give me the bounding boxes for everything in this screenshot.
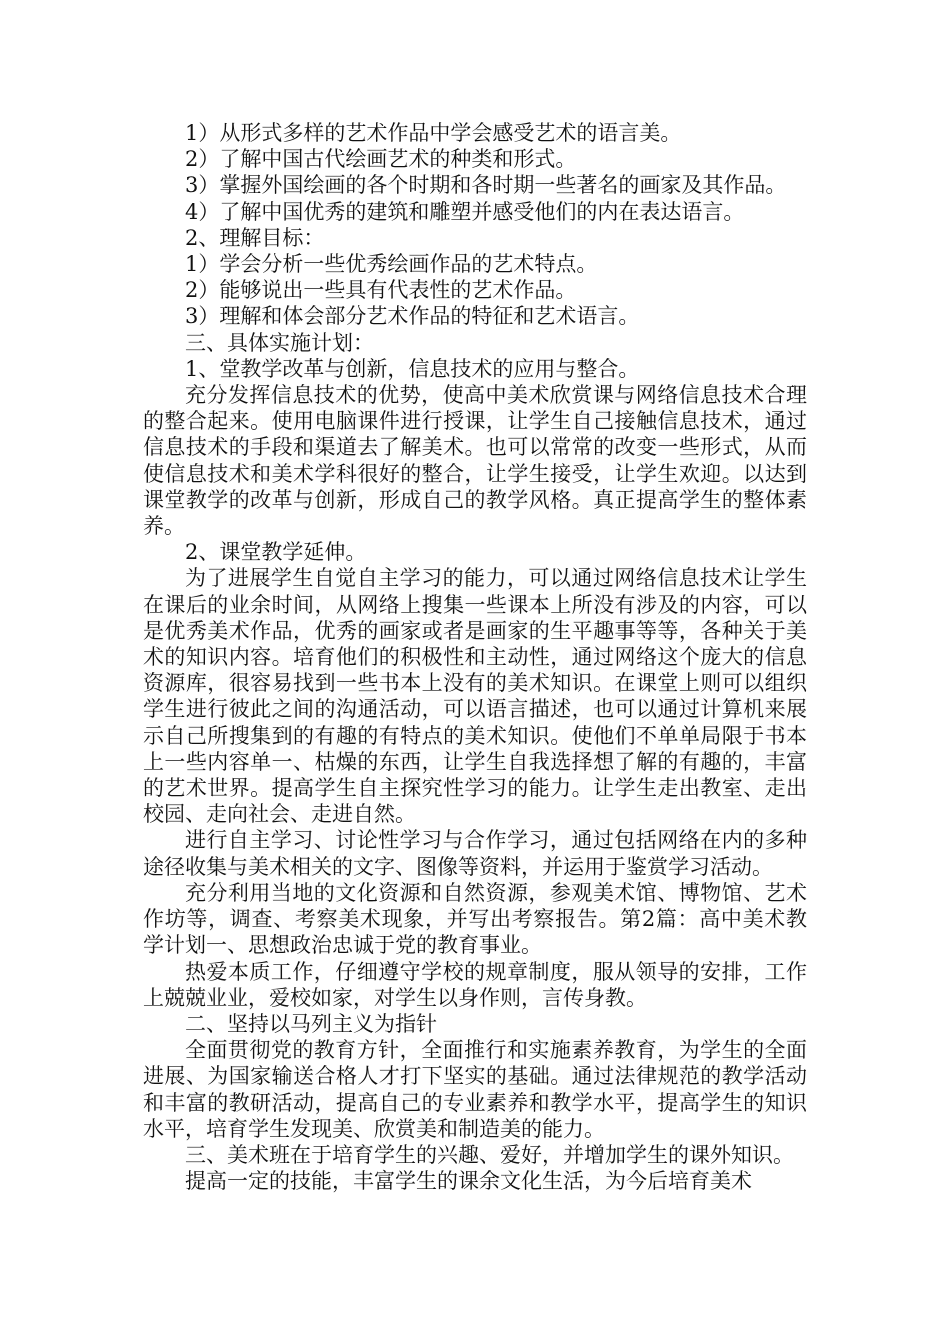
- section-heading: 三、具体实施计划：: [185, 330, 374, 355]
- section-heading: 2、课堂教学延伸。: [185, 540, 367, 565]
- paragraph: 进行自主学习、讨论性学习与合作学习，通过包括网络在内的多种途径收集与美术相关的文字、图像等资料，并运用于鉴赏学习活动。: [143, 828, 807, 879]
- paragraph: 为了进展学生自觉自主学习的能力，可以通过网络信息技术让学生在课后的业余时间，从网络上搜集一些课本上所没有涉及的内容，可以是优秀美术作品，优秀的画家或者是画家的生平趣事等等，各种关于美术的知识内容。培育他们的积极性和主动性，通过网络这个庞大的信息资源库，很容易找到一些书本上没有的美术知识。在课堂上则可以组织学生进行彼此之间的沟通活动，可以语言描述，也可以通过计算机来展示自己所搜集到的有趣的有特点的美术知识。使他们不单单局限于书本上一些内容单一、枯燥的东西，让学生自我选择想了解的有趣的，丰富的艺术世界。提高学生自主探究性学习的能力。让学生走出教室、走出校园、走向社会、走进自然。: [143, 566, 807, 827]
- paragraph: 1）从形式多样的艺术作品中学会感受艺术的语言美。: [185, 121, 682, 145]
- section-heading: 三、美术班在于培育学生的兴趣、爱好，并增加学生的课外知识。: [185, 1142, 794, 1167]
- paragraph: 热爱本质工作，仔细遵守学校的规章制度，服从领导的安排，工作上兢兢业业，爱校如家，对学生以身作则，言传身教。: [143, 959, 807, 1010]
- paragraph: 全面贯彻党的教育方针，全面推行和实施素养教育，为学生的全面进展、为国家输送合格人才打下坚实的基础。通过法律规范的教学活动和丰富的教研活动，提高自己的专业素养和教学水平，提高学生的知识水平，培育学生发现美、欣赏美和制造美的能力。: [143, 1038, 807, 1141]
- document-body: [143, 120, 807, 1194]
- section-heading: 二、坚持以马列主义为指针: [185, 1011, 437, 1036]
- paragraph: 1）学会分析一些优秀绘画作品的艺术特点。: [185, 252, 598, 277]
- paragraph: 2）能够说出一些具有代表性的艺术作品。: [185, 278, 577, 303]
- paragraph: 提高一定的技能，丰富学生的课余文化生活，为今后培育美术: [185, 1169, 752, 1194]
- paragraph: 3）理解和体会部分艺术作品的特征和艺术语言。: [185, 304, 640, 329]
- paragraph: 3）掌握外国绘画的各个时期和各时期一些著名的画家及其作品。: [185, 173, 787, 198]
- section-heading: 2、理解目标：: [185, 225, 325, 250]
- paragraph: 4）了解中国优秀的建筑和雕塑并感受他们的内在表达语言。: [185, 199, 745, 224]
- paragraph: 充分发挥信息技术的优势，使高中美术欣赏课与网络信息技术合理的整合起来。使用电脑课件进行授课，让学生自己接触信息技术，通过信息技术的手段和渠道去了解美术。也可以常常的改变一些形式，从而使信息技术和美术学科很好的整合，让学生接受，让学生欢迎。以达到课堂教学的改革与创新，形成自己的教学风格。真正提高学生的整体素养。: [143, 383, 807, 539]
- paragraph: 2）了解中国古代绘画艺术的种类和形式。: [185, 147, 577, 172]
- paragraph: 充分利用当地的文化资源和自然资源，参观美术馆、博物馆、艺术作坊等，调查、考察美术现象，并写出考察报告。第2篇：高中美术教学计划一、思想政治忠诚于党的教育事业。: [143, 880, 807, 958]
- section-heading: 1、堂教学改革与创新，信息技术的应用与整合。: [185, 356, 640, 381]
